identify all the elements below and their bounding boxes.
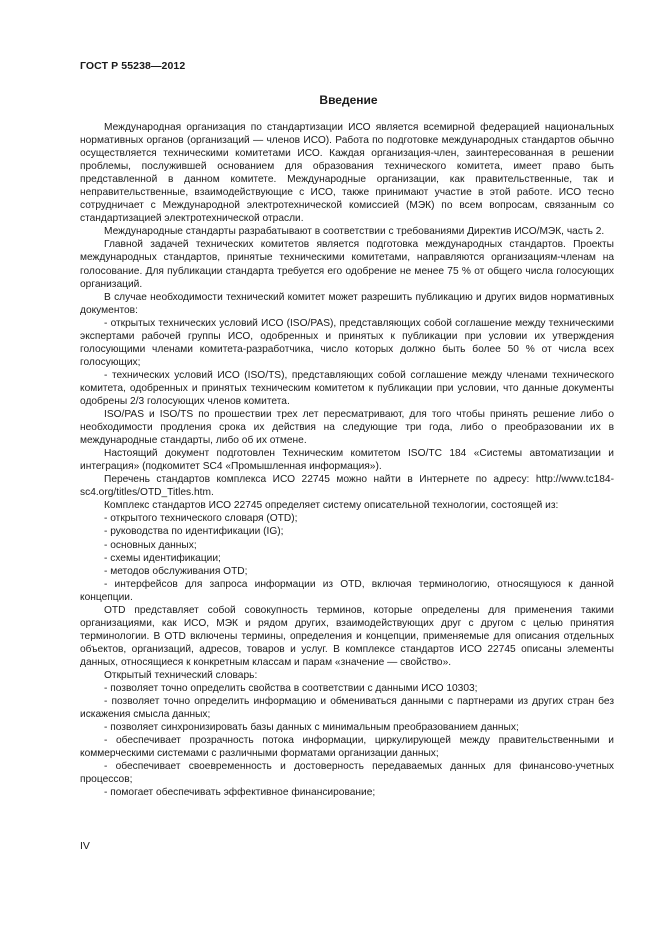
paragraph: Международная организация по стандартизации ИСО является всемирной федерацией национальных нормативных органов (организаций — членов ИСО). Работа по подготовке международных стандартов обычно осуществляется техническими комитетами ИСО. Каждая организация-член, заинтересованная в решении проблемы, послужившей основанием для образования технического комитета, имеет право быть представленной в данном комитете. Международные организации, как правительственные, так и неправительственные, взаимодействующие с ИСО, также принимают участие в этой работе. ИСО тесно сотрудничает с Международной электротехнической комиссией (МЭК) по всем вопросам, связанным со стандартизацией электротехнической отрасли. bbox=[80, 122, 614, 225]
list-item: - обеспечивает прозрачность потока информации, циркулирующей между правительственными и коммерческими системами с различными форматами организации данных; bbox=[80, 735, 614, 760]
page-number: IV bbox=[80, 840, 90, 852]
paragraph: Настоящий документ подготовлен Техническим комитетом ISO/TC 184 «Системы автоматизации и интеграция» (подкомитет SC4 «Промышленная информация»). bbox=[80, 448, 614, 473]
list-item: - основных данных; bbox=[104, 539, 197, 551]
section-title: Введение bbox=[319, 93, 378, 107]
paragraph: OTD представляет собой совокупность терминов, которые определены для применения такими организациями, как ИСО, МЭК и рядом других, взаимодействующих друг с другом с целью принятия терминологии. В OTD включены термины, определения и концепции, применяемые для описания отдельных объектов, организаций, адресов, товаров и услуг. В комплексе стандартов ИСО 22745 описаны элементы данных, относящиеся к конкретным классам и парам «значение — свойство». bbox=[80, 604, 614, 668]
list-item: - технических условий ИСО (ISO/TS), представляющих собой соглашение между членами технического комитета, одобренных и принятых техническим комитетом к публикации при условии, что данные документы одобрены 2/3 голосующих членов комитета. bbox=[80, 369, 614, 407]
list-item: - открытых технических условий ИСО (ISO/PAS), представляющих собой соглашение между техническими экспертами рабочей группы ИСО, одобренных и принятых к публикации при условии их утверждения голосующими членами комитета-разработчика, число которых должно быть более 50 % от числа всех голосующих; bbox=[80, 317, 614, 368]
list-item: - помогает обеспечивать эффективное финансирование; bbox=[104, 787, 376, 799]
list-item: - позволяет точно определить свойства в соответствии с данными ИСО 10303; bbox=[104, 683, 478, 695]
paragraph: Открытый технический словарь: bbox=[104, 669, 258, 681]
paragraph: Международные стандарты разрабатывают в соответствии с требованиями Директив ИСО/МЭК, часть 2. bbox=[104, 226, 605, 238]
body-text bbox=[80, 121, 614, 799]
list-item: - открытого технического словаря (OTD); bbox=[104, 513, 298, 525]
list-item: - интерфейсов для запроса информации из OTD, включая терминологию, относящуюся к данной концепции. bbox=[80, 578, 614, 603]
paragraph: Комплекс стандартов ИСО 22745 определяет систему описательной технологии, состоящей из: bbox=[104, 500, 559, 512]
list-item: - позволяет точно определить информацию и обмениваться данными с партнерами из других стран без искажения смысла данных; bbox=[80, 696, 614, 721]
paragraph: Перечень стандартов комплекса ИСО 22745 можно найти в Интернете по адресу: http://www.tc184-sc4.org/titles/OTD_Titles.htm. bbox=[80, 474, 614, 499]
list-item: - методов обслуживания OTD; bbox=[104, 565, 248, 577]
paragraph: Главной задачей технических комитетов является подготовка международных стандартов. Проекты международных стандартов, принятые техническими комитетами, направляются организациям-членам на голосование. Для публикации стандарта требуется его одобрение не менее 75 % от общего числа голосующих организаций. bbox=[80, 239, 614, 290]
list-item: - руководства по идентификации (IG); bbox=[104, 526, 284, 538]
document-code-header: ГОСТ Р 55238—2012 bbox=[80, 60, 186, 72]
paragraph: ISO/PAS и ISO/TS по прошествии трех лет пересматривают, для того чтобы принять решение либо о необходимости продления срока их действия на следующие три года, либо о преобразовании их в международные стандарты, либо об их отмене. bbox=[80, 409, 614, 447]
paragraph: В случае необходимости технический комитет может разрешить публикацию и других видов нормативных документов: bbox=[80, 291, 614, 316]
list-item: - обеспечивает своевременность и достоверность передаваемых данных для финансово-учетных процессов; bbox=[80, 761, 614, 786]
list-item: - схемы идентификации; bbox=[104, 552, 221, 564]
list-item: - позволяет синхронизировать базы данных с минимальным преобразованием данных; bbox=[104, 722, 519, 734]
